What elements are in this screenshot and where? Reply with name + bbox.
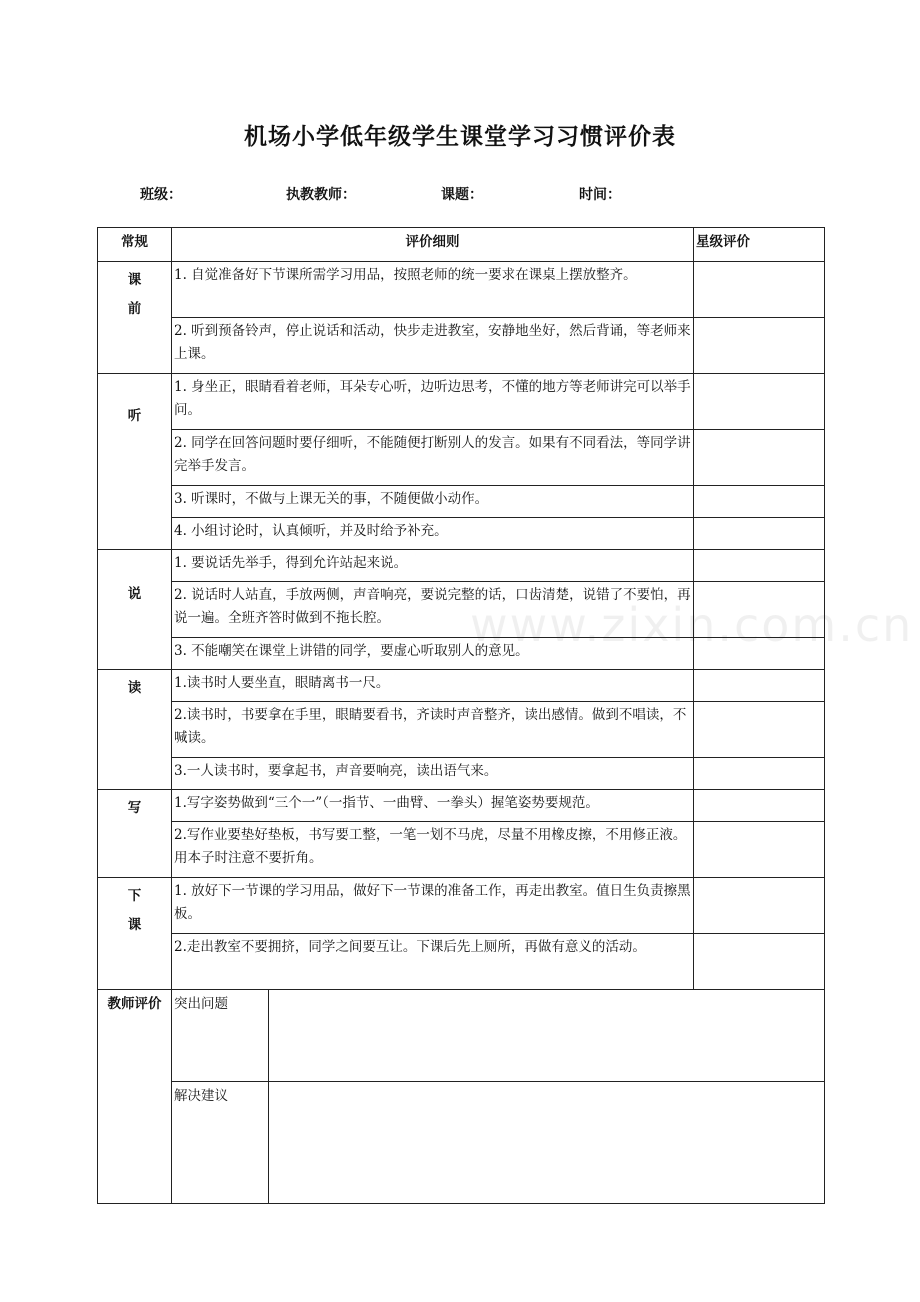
table-row: [98, 518, 825, 550]
rule-text: 1. 自觉准备好下节课所需学习用品，按照老师的统一要求在课桌上摆放整齐。: [172, 262, 694, 318]
rule-text: 3. 不能嘲笑在课堂上讲错的同学，要虚心听取别人的意见。: [172, 638, 694, 670]
star-rating-cell[interactable]: [694, 262, 825, 318]
header-category: 常规: [98, 228, 172, 262]
table-row: [98, 430, 825, 486]
star-rating-cell[interactable]: [694, 758, 825, 790]
rule-text: 2. 说话时人站直，手放两侧，声音响亮，要说完整的话，口齿清楚，说错了不要怕，再说一遍。全班齐答时做到不拖长腔。: [172, 582, 694, 638]
star-rating-cell[interactable]: [694, 702, 825, 758]
category-cell: [98, 670, 172, 790]
star-rating-cell[interactable]: [694, 518, 825, 550]
rule-text: 2.写作业要垫好垫板，书写要工整，一笔一划不马虎，尽量不用橡皮擦，不用修正液。用本子时注意不要折角。: [172, 822, 694, 878]
rule-text: 2.走出教室不要拥挤，同学之间要互让。下课后先上厕所，再做有意义的活动。: [172, 934, 694, 990]
table-row: [98, 702, 825, 758]
category-cell: [98, 374, 172, 550]
star-rating-cell[interactable]: [694, 822, 825, 878]
star-rating-cell[interactable]: [694, 790, 825, 822]
star-rating-cell[interactable]: [694, 670, 825, 702]
topic-label: 课题：: [441, 187, 483, 203]
star-rating-cell[interactable]: [694, 638, 825, 670]
category-name: 写: [127, 800, 142, 816]
evaluation-table: [97, 227, 825, 1204]
star-rating-cell[interactable]: [694, 582, 825, 638]
table-row: [98, 790, 825, 822]
rule-text: 1. 要说话先举手，得到允许站起来说。: [172, 550, 694, 582]
table-row: [98, 262, 825, 318]
rule-text: 4. 小组讨论时，认真倾听，并及时给予补充。: [172, 518, 694, 550]
category-name: 读: [127, 680, 142, 696]
table-row: [98, 670, 825, 702]
rule-text: 2.读书时，书要拿在手里，眼睛要看书，齐读时声音整齐，读出感情。做到不唱读，不喊读。: [172, 702, 694, 758]
class-label: 班级：: [140, 187, 182, 203]
category-name: 听: [127, 408, 142, 424]
prominent-issues-label: 突出问题: [172, 990, 269, 1082]
header-star-rating: 星级评价: [694, 228, 825, 262]
star-rating-cell[interactable]: [694, 486, 825, 518]
teacher-label: 执教教师：: [286, 187, 356, 203]
teacher-eval-row: [98, 1082, 825, 1204]
table-header-row: [98, 228, 825, 262]
star-rating-cell[interactable]: [694, 550, 825, 582]
prominent-issues-field[interactable]: [269, 990, 825, 1082]
time-label: 时间：: [579, 187, 621, 203]
category-cell: [98, 550, 172, 670]
table-row: [98, 878, 825, 934]
teacher-eval-label: 教师评价: [98, 990, 172, 1204]
rule-text: 2. 听到预备铃声，停止说话和活动，快步走进教室，安静地坐好，然后背诵，等老师来上课。: [172, 318, 694, 374]
table-row: [98, 486, 825, 518]
table-row: [98, 934, 825, 990]
rule-text: 1.写字姿势做到“三个一”（一指节、一曲臂、一拳头）握笔姿势要规范。: [172, 790, 694, 822]
category-cell: [98, 790, 172, 878]
watermark: www.zixin.com.cn: [470, 598, 914, 652]
star-rating-cell[interactable]: [694, 318, 825, 374]
category-cell: [98, 878, 172, 990]
table-row: [98, 758, 825, 790]
star-rating-cell[interactable]: [694, 430, 825, 486]
rule-text: 1. 放好下一节课的学习用品，做好下一节课的准备工作，再走出教室。值日生负责擦黑板。: [172, 878, 694, 934]
category-name: 说: [127, 586, 142, 602]
rule-text: 3.一人读书时，要拿起书，声音要响亮，读出语气来。: [172, 758, 694, 790]
rule-text: 3. 听课时，不做与上课无关的事，不随便做小动作。: [172, 486, 694, 518]
rule-text: 1. 身坐正，眼睛看着老师，耳朵专心听，边听边思考，不懂的地方等老师讲完可以举手问。: [172, 374, 694, 430]
category-name: 下课: [127, 888, 142, 933]
suggestions-label: 解决建议: [172, 1082, 269, 1204]
teacher-eval-row: [98, 990, 825, 1082]
star-rating-cell[interactable]: [694, 934, 825, 990]
rule-text: 1.读书时人要坐直，眼睛离书一尺。: [172, 670, 694, 702]
table-row: [98, 638, 825, 670]
header-fields: [0, 184, 920, 208]
star-rating-cell[interactable]: [694, 878, 825, 934]
table-row: [98, 374, 825, 430]
table-row: [98, 822, 825, 878]
category-name: 课前: [127, 272, 142, 317]
suggestions-field[interactable]: [269, 1082, 825, 1204]
rule-text: 2. 同学在回答问题时要仔细听，不能随便打断别人的发言。如果有不同看法，等同学讲完举手发言。: [172, 430, 694, 486]
table-row: [98, 318, 825, 374]
category-cell: [98, 262, 172, 374]
header-details: 评价细则: [172, 228, 694, 262]
table-row: [98, 550, 825, 582]
page-title: 机场小学低年级学生课堂学习习惯评价表: [244, 123, 676, 150]
table-row: [98, 582, 825, 638]
star-rating-cell[interactable]: [694, 374, 825, 430]
